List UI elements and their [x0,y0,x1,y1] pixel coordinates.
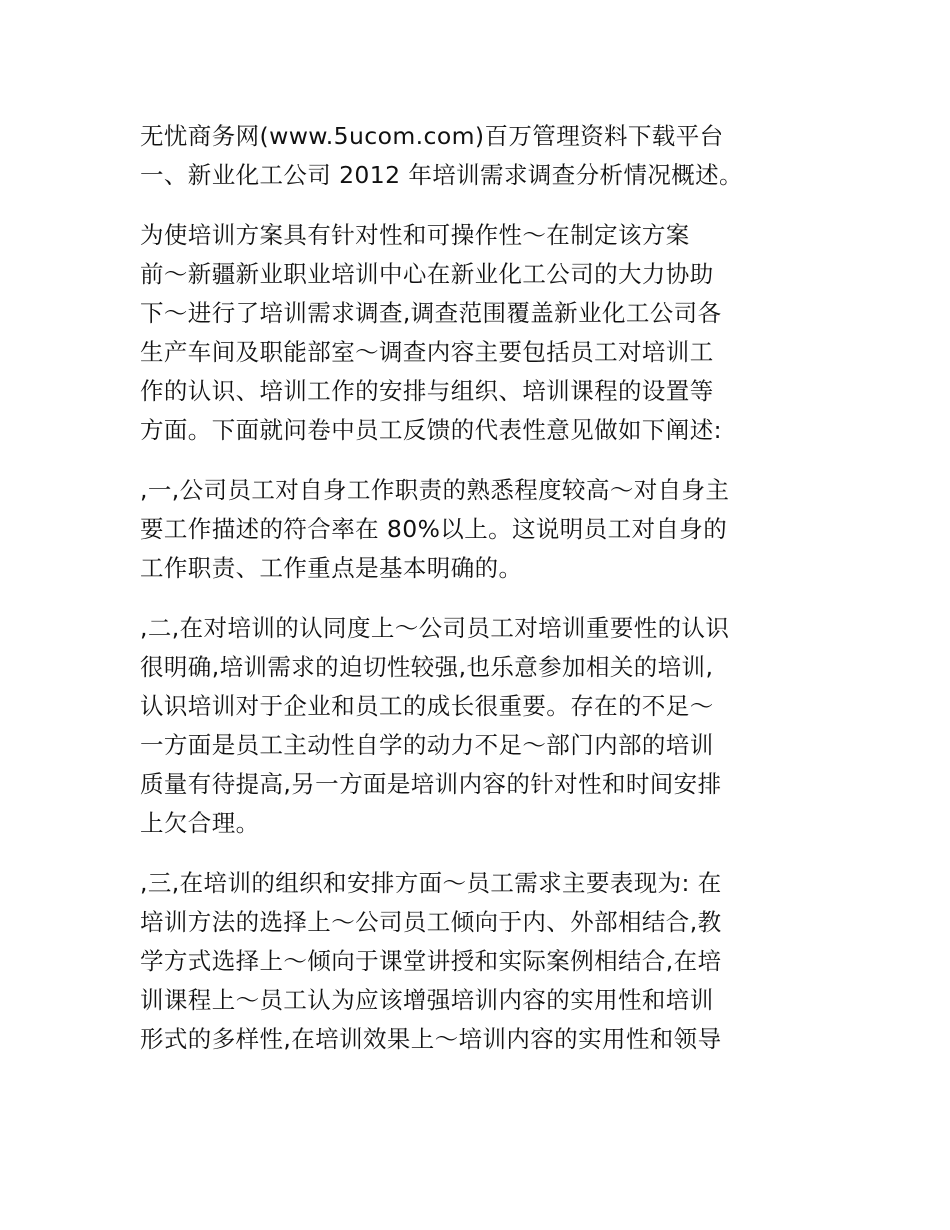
point-two-line: 很明确,培训需求的迫切性较强,也乐意参加相关的培训, [140,653,714,681]
point-two-line: 认识培训对于企业和员工的成长很重要。存在的不足～ [140,692,714,720]
point-two-line: 上欠合理。 [140,809,260,837]
point-two-line: ,二,在对培训的认同度上～公司员工对培训重要性的认识 [140,614,730,642]
point-two-line: 质量有待提高,另一方面是培训内容的针对性和时间安排 [140,770,722,798]
intro-line: 生产车间及职能部室～调查内容主要包括员工对培训工 [140,338,714,366]
point-one-line: ,一,公司员工对自身工作职责的熟悉程度较高～对自身主 [140,476,730,504]
intro-line: 下～进行了培训需求调查,调查范围覆盖新业化工公司各 [140,299,722,327]
point-three-line: 学方式选择上～倾向于课堂讲授和实际案例相结合,在培 [140,947,722,975]
point-one-line: 要工作描述的符合率在 80%以上。这说明员工对自身的 [140,515,728,543]
intro-line: 为使培训方案具有针对性和可操作性～在制定该方案 [140,221,690,249]
intro-line: 前～新疆新业职业培训中心在新业化工公司的大力协助 [140,260,714,288]
intro-line: 方面。下面就问卷中员工反馈的代表性意见做如下阐述: [140,416,722,444]
point-two-line: 一方面是员工主动性自学的动力不足～部门内部的培训 [140,731,714,759]
section-title: 一、新业化工公司 2012 年培训需求调查分析情况概述。 [140,161,743,189]
point-three-line: 培训方法的选择上～公司员工倾向于内、外部相结合,教 [140,908,722,936]
page-header: 无忧商务网(www.5ucom.com)百万管理资料下载平台 [140,122,724,150]
point-one-line: 工作职责、工作重点是基本明确的。 [140,554,523,582]
point-three-line: 形式的多样性,在培训效果上～培训内容的实用性和领导 [140,1025,722,1053]
point-three-line: ,三,在培训的组织和安排方面～员工需求主要表现为: 在 [140,869,722,897]
point-three-line: 训课程上～员工认为应该增强培训内容的实用性和培训 [140,986,714,1014]
intro-line: 作的认识、培训工作的安排与组织、培训课程的设置等 [140,377,714,405]
